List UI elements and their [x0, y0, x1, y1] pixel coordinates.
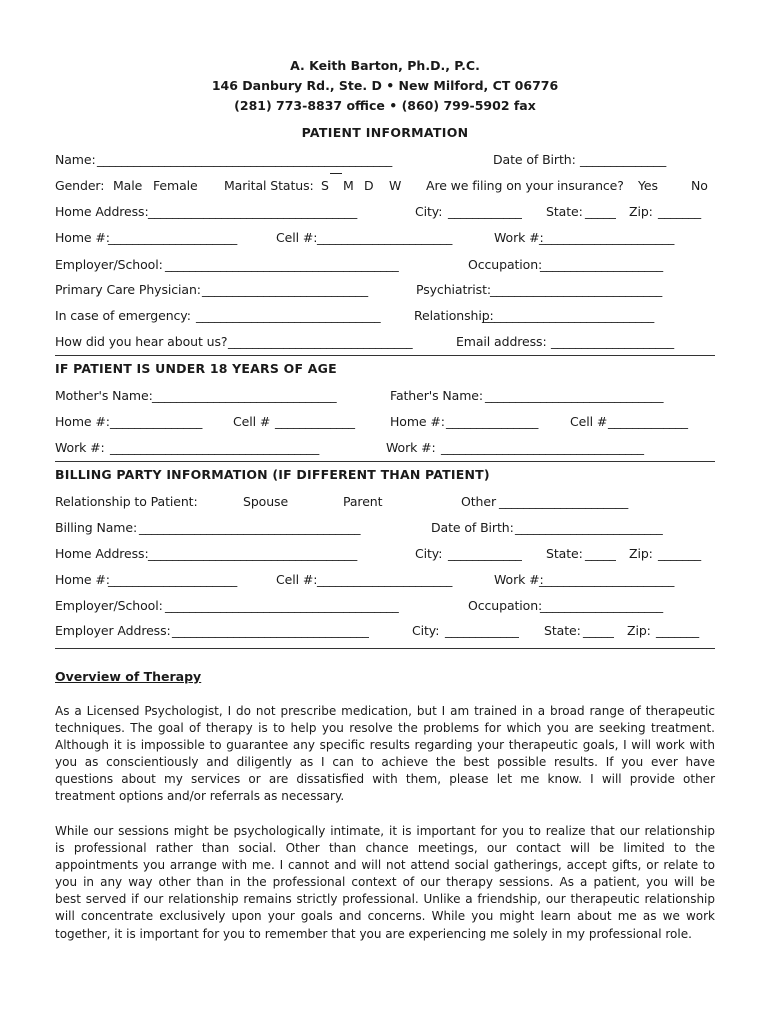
city-label: City: [415, 204, 443, 219]
section-divider [55, 461, 715, 462]
city-field[interactable]: ____________ [448, 204, 522, 219]
billing-dob-label: Date of Birth: [431, 520, 514, 535]
state-label: State: [546, 204, 583, 219]
zip-label: Zip: [629, 204, 653, 219]
pcp-field[interactable]: ___________________________ [202, 282, 369, 297]
billing-name-row [55, 519, 715, 537]
father-name-label: Father's Name: [390, 388, 483, 403]
billing-home-field[interactable]: _____________________ [108, 572, 238, 587]
billing-state-label: State: [546, 546, 583, 561]
paragraph-line: will concentrate exclusively upon your goals and concerns. While you might learn about me as we work [55, 909, 715, 924]
father-cell-label: Cell # [570, 414, 608, 429]
billing-section-heading: BILLING PARTY INFORMATION (IF DIFFERENT THAN PATIENT) [55, 467, 490, 482]
billing-zip-label: Zip: [629, 546, 653, 561]
patient-name-row [55, 151, 715, 169]
marital-widowed-option[interactable]: W [389, 178, 402, 193]
home-address-label: Home Address: [55, 204, 149, 219]
overview-paragraph-2 [55, 823, 715, 943]
parents-phone-row [55, 413, 715, 431]
paragraph-line: treatment options and/or referrals as necessary. [55, 789, 345, 804]
mother-home-field[interactable]: _______________ [110, 414, 203, 429]
billing-home-label: Home #: [55, 572, 110, 587]
billing-work-label: Work #: [494, 572, 544, 587]
insurance-yes-option[interactable]: Yes [638, 178, 658, 193]
paragraph-line: together, it is important for you to remember that you are experiencing me solely in my professional role. [55, 926, 692, 941]
home-phone-field[interactable]: _____________________ [108, 230, 238, 245]
pcp-label: Primary Care Physician: [55, 282, 201, 297]
employer-city-label: City: [412, 623, 440, 638]
billing-spouse-option[interactable]: Spouse [243, 494, 289, 509]
emergency-row [55, 307, 715, 325]
zip-field[interactable]: _______ [658, 204, 702, 219]
occupation-label: Occupation: [468, 257, 543, 272]
marital-divider-mark [330, 173, 342, 174]
practice-header [0, 56, 770, 116]
billing-work-field[interactable]: ______________________ [539, 572, 675, 587]
insurance-question: Are we filing on your insurance? [426, 178, 624, 193]
father-work-field[interactable]: _________________________________ [441, 440, 644, 455]
paragraph-line: As a Licensed Psychologist, I do not prescribe medication, but I am trained in a broad range of therapeutic [55, 704, 715, 718]
billing-city-label: City: [415, 546, 443, 561]
billing-employer-field[interactable]: ______________________________________ [165, 598, 399, 613]
dob-field[interactable]: ______________ [580, 152, 667, 167]
billing-zip-field[interactable]: _______ [658, 546, 702, 561]
referral-field[interactable]: ______________________________ [228, 334, 413, 349]
mother-name-field[interactable]: ______________________________ [152, 388, 337, 403]
billing-address-field[interactable]: __________________________________ [148, 546, 358, 561]
employer-zip-label: Zip: [627, 623, 651, 638]
parents-row [55, 387, 715, 405]
billing-parent-option[interactable]: Parent [343, 494, 383, 509]
gender-male-option[interactable]: Male [113, 178, 143, 193]
father-name-field[interactable]: _____________________________ [485, 388, 664, 403]
paragraph-line: is professional rather than social. Other than chance meetings, our contact will be limited to the [55, 841, 715, 856]
marital-divorced-option[interactable]: D [364, 178, 374, 193]
overview-paragraph-1 [55, 703, 715, 806]
practice-name: A. Keith Barton, Ph.D., P.C. [290, 58, 480, 73]
employer-state-label: State: [544, 623, 581, 638]
work-phone-label: Work #: [494, 230, 544, 245]
emergency-label: In case of emergency: [55, 308, 191, 323]
father-home-label: Home #: [390, 414, 445, 429]
phone-row [55, 229, 715, 247]
father-cell-field[interactable]: _____________ [608, 414, 688, 429]
paragraph-line: Although it is impossible to guarantee any specific results regarding your therapeutic goals, I will work with [55, 738, 715, 753]
mother-cell-label: Cell # [233, 414, 271, 429]
practice-phones: (281) 773-8837 office • (860) 799-5902 fax [234, 98, 536, 113]
billing-other-label: Other [461, 494, 496, 509]
paragraph-line: best served if our relationship remains strictly professional. Unlike a friendship, our therapeutic relationship [55, 892, 715, 907]
psychiatrist-field[interactable]: ____________________________ [490, 282, 663, 297]
billing-phone-row [55, 571, 715, 589]
billing-other-field[interactable]: _____________________ [499, 494, 629, 509]
paragraph-line: techniques. The goal of therapy is to help you resolve the problems for which you are seeking treatment. [55, 721, 715, 736]
occupation-field[interactable]: ____________________ [540, 257, 664, 272]
emergency-field[interactable]: ______________________________ [196, 308, 381, 323]
home-address-row [55, 203, 715, 221]
home-phone-label: Home #: [55, 230, 110, 245]
billing-occupation-field[interactable]: ____________________ [540, 598, 664, 613]
marital-single-option[interactable]: S [321, 178, 329, 193]
paragraph-line: you in any way other than in the professional context of our therapy sessions. As a patient, you will be [55, 875, 715, 890]
employer-address-field[interactable]: ________________________________ [172, 623, 369, 638]
employer-label: Employer/School: [55, 257, 163, 272]
billing-address-row [55, 545, 715, 563]
email-field[interactable]: ____________________ [551, 334, 675, 349]
parents-work-row [55, 439, 715, 457]
mother-home-label: Home #: [55, 414, 110, 429]
practice-address: 146 Danbury Rd., Ste. D • New Milford, CT 06776 [211, 78, 559, 93]
paragraph-line: you as conscientiously and diligently as I can to achieve the best possible results. If you ever have [55, 755, 715, 770]
section-divider [55, 648, 715, 649]
employer-address-label: Employer Address: [55, 623, 171, 638]
billing-cell-label: Cell #: [276, 572, 318, 587]
billing-cell-field[interactable]: ______________________ [317, 572, 453, 587]
state-field[interactable]: _____ [585, 204, 616, 219]
email-label: Email address: [456, 334, 547, 349]
name-field[interactable]: ________________________________________________ [97, 152, 393, 167]
marital-status-label: Marital Status: [224, 178, 314, 193]
physician-row [55, 281, 715, 299]
work-phone-field[interactable]: ______________________ [539, 230, 675, 245]
gender-female-option[interactable]: Female [153, 178, 198, 193]
referral-label: How did you hear about us? [55, 334, 228, 349]
employer-zip-field[interactable]: _______ [656, 623, 700, 638]
father-home-field[interactable]: _______________ [446, 414, 539, 429]
billing-address-label: Home Address: [55, 546, 149, 561]
cell-phone-field[interactable]: ______________________ [317, 230, 453, 245]
employer-state-field[interactable]: _____ [583, 623, 614, 638]
paragraph-line: appointments you arrange with me. I cannot and will not attend social gatherings, accept gifts, or relate to [55, 858, 715, 873]
employer-row [55, 256, 715, 274]
cell-phone-label: Cell #: [276, 230, 318, 245]
relationship-label: Relationship: [414, 308, 494, 323]
overview-heading: Overview of Therapy [55, 669, 202, 684]
name-label: Name: [55, 152, 96, 167]
billing-occupation-label: Occupation: [468, 598, 543, 613]
mother-name-label: Mother's Name: [55, 388, 153, 403]
mother-work-label: Work #: [55, 440, 105, 455]
form-title: PATIENT INFORMATION [301, 125, 469, 140]
section-divider [55, 355, 715, 356]
mother-cell-field[interactable]: _____________ [275, 414, 355, 429]
billing-employer-row [55, 597, 715, 615]
billing-dob-field[interactable]: ________________________ [515, 520, 663, 535]
billing-name-field[interactable]: ____________________________________ [139, 520, 361, 535]
psychiatrist-label: Psychiatrist: [416, 282, 491, 297]
billing-employer-label: Employer/School: [55, 598, 163, 613]
insurance-no-option[interactable]: No [691, 178, 708, 193]
mother-work-field[interactable]: __________________________________ [110, 440, 320, 455]
minor-section-heading: IF PATIENT IS UNDER 18 YEARS OF AGE [55, 361, 337, 376]
paragraph-line: questions about my services or are dissatisfied with them, please let me know. I will provide other [55, 772, 715, 787]
home-address-field[interactable]: __________________________________ [148, 204, 358, 219]
referral-row [55, 333, 715, 351]
billing-state-field[interactable]: _____ [585, 546, 616, 561]
employer-address-row [55, 622, 715, 640]
father-work-label: Work #: [386, 440, 436, 455]
employer-field[interactable]: ______________________________________ [165, 257, 399, 272]
gender-marital-row [55, 177, 715, 195]
billing-relationship-row [55, 493, 715, 511]
relationship-field[interactable]: ____________________________ [482, 308, 655, 323]
billing-name-label: Billing Name: [55, 520, 138, 535]
marital-married-option[interactable]: M [343, 178, 354, 193]
paragraph-line: While our sessions might be psychologically intimate, it is important for you to realize that our relationship [55, 824, 715, 838]
billing-relationship-label: Relationship to Patient: [55, 494, 198, 509]
employer-city-field[interactable]: ____________ [445, 623, 519, 638]
gender-label: Gender: [55, 178, 105, 193]
dob-label: Date of Birth: [493, 152, 576, 167]
billing-city-field[interactable]: ____________ [448, 546, 522, 561]
